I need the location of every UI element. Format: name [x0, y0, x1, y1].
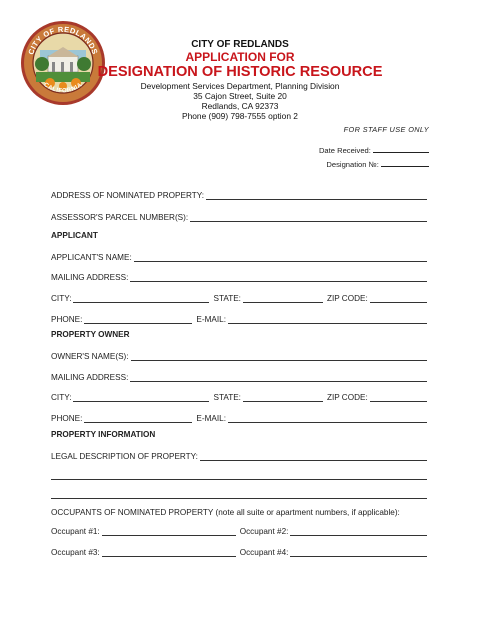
applicant-city-label: CITY:: [51, 294, 72, 303]
applicant-phone-row: [51, 312, 427, 324]
city-name: CITY OF REDLANDS: [191, 39, 289, 50]
occupant-2-field[interactable]: [290, 526, 427, 536]
address-field[interactable]: [206, 190, 427, 200]
applicant-zip-label: ZIP CODE:: [326, 294, 368, 303]
applicant-state-label: STATE:: [213, 294, 241, 303]
owner-city-field[interactable]: [73, 392, 209, 402]
owner-zip-field[interactable]: [370, 392, 427, 402]
owner-phone-field[interactable]: [84, 413, 192, 423]
designation-number-row: [326, 158, 429, 169]
applicant-zip-field[interactable]: [370, 293, 427, 303]
owner-email-label: E-MAIL:: [196, 414, 226, 423]
applicant-phone-field[interactable]: [84, 314, 192, 324]
occupant-4-label: Occupant #4:: [239, 548, 289, 557]
legal-description-label: LEGAL DESCRIPTION OF PROPERTY:: [51, 452, 198, 461]
owner-mailing-field[interactable]: [130, 372, 427, 382]
occupant-1-field[interactable]: [102, 526, 236, 536]
occupant-3-label: Occupant #3:: [51, 548, 100, 557]
owner-email-field[interactable]: [228, 413, 427, 423]
occupant-2-label: Occupant #2:: [239, 527, 289, 536]
address-label: ADDRESS OF NOMINATED PROPERTY:: [51, 191, 205, 200]
date-received-label: Date Received:: [318, 146, 371, 155]
application-for-heading: APPLICATION FOR: [185, 50, 295, 64]
applicant-email-label: E-MAIL:: [196, 315, 226, 324]
occupants-row-2: [51, 545, 427, 557]
legal-description-row: [51, 449, 427, 461]
applicant-city-row: [51, 291, 427, 303]
parcel-label: ASSESSOR'S PARCEL NUMBER(S):: [51, 213, 189, 222]
legal-description-field-line-3[interactable]: [51, 489, 427, 499]
page-title: DESIGNATION OF HISTORIC RESOURCE: [97, 64, 383, 80]
occupants-instruction: OCCUPANTS OF NOMINATED PROPERTY (note all suite or apartment numbers, if applicable):: [51, 508, 400, 517]
occupant-1-label: Occupant #1:: [51, 527, 100, 536]
applicant-heading: APPLICANT: [51, 231, 98, 240]
legal-description-continuation-2: [51, 487, 427, 499]
applicant-mailing-row: [51, 270, 427, 282]
parcel-row: [51, 210, 427, 222]
applicant-city-field[interactable]: [73, 293, 209, 303]
owner-state-field[interactable]: [243, 392, 323, 402]
applicant-mailing-field[interactable]: [130, 272, 427, 282]
owner-state-label: STATE:: [213, 393, 241, 402]
owner-city-row: [51, 390, 427, 402]
parcel-field[interactable]: [190, 212, 427, 222]
property-information-heading: PROPERTY INFORMATION: [51, 430, 156, 439]
owner-mailing-label: MAILING ADDRESS:: [51, 373, 129, 382]
designation-number-label: Designation №:: [326, 160, 379, 169]
designation-number-field[interactable]: [381, 158, 429, 167]
department-line: Development Services Department, Planning Division: [140, 81, 340, 91]
occupants-instruction-row: [51, 505, 427, 517]
applicant-mailing-label: MAILING ADDRESS:: [51, 273, 129, 282]
seal-text-bottom: CALIFORNIA: [42, 82, 84, 95]
applicant-email-field[interactable]: [228, 314, 427, 324]
legal-description-continuation-1: [51, 468, 427, 480]
owner-mailing-row: [51, 370, 427, 382]
date-received-row: [319, 144, 429, 155]
staff-use-heading: FOR STAFF USE ONLY: [343, 125, 429, 134]
city-seal-logo: [20, 20, 106, 106]
owner-phone-row: [51, 411, 427, 423]
applicant-phone-label: PHONE:: [51, 315, 83, 324]
date-received-field[interactable]: [373, 144, 429, 153]
phone-line: Phone (909) 798-7555 option 2: [182, 111, 298, 121]
owner-name-row: [51, 349, 427, 361]
applicant-name-field[interactable]: [134, 252, 427, 262]
occupant-3-field[interactable]: [102, 547, 236, 557]
owner-heading: PROPERTY OWNER: [51, 330, 130, 339]
owner-name-label: OWNER'S NAME(S):: [51, 352, 129, 361]
seal-text-top: CITY OF REDLANDS: [26, 24, 100, 56]
applicant-name-row: [51, 250, 427, 262]
address-row: [51, 188, 427, 200]
occupants-row-1: [51, 524, 427, 536]
street-line: 35 Cajon Street, Suite 20: [193, 91, 287, 101]
applicant-state-field[interactable]: [243, 293, 323, 303]
owner-phone-label: PHONE:: [51, 414, 83, 423]
owner-zip-label: ZIP CODE:: [326, 393, 368, 402]
city-state-zip-line: Redlands, CA 92373: [201, 101, 279, 111]
applicant-name-label: APPLICANT'S NAME:: [51, 253, 132, 262]
owner-city-label: CITY:: [51, 393, 72, 402]
legal-description-field[interactable]: [200, 451, 427, 461]
owner-name-field[interactable]: [131, 351, 427, 361]
occupant-4-field[interactable]: [290, 547, 427, 557]
legal-description-field-line-2[interactable]: [51, 470, 427, 480]
